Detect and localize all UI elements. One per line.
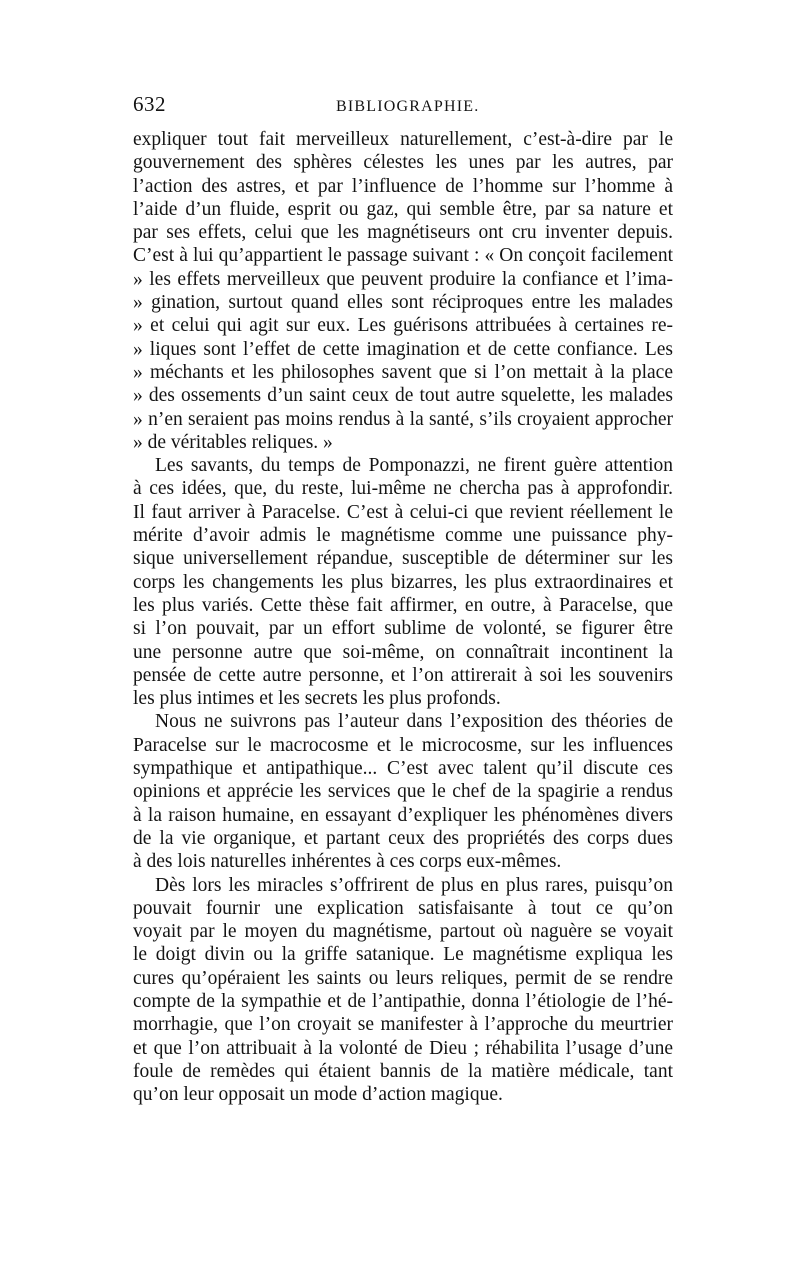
- text-line: Les savants, du temps de Pomponazzi, ne firent guère attention: [155, 455, 673, 477]
- page-header: [133, 92, 673, 126]
- text-line: les plus intimes et les secrets les plus profonds.: [133, 688, 501, 710]
- text-line: à des lois naturelles inhérentes à ces corps eux-mêmes.: [133, 851, 562, 873]
- text-line: » et celui qui agit sur eux. Les guérisons attribuées à certaines re-: [133, 315, 673, 337]
- text-line: expliquer tout fait merveilleux naturellement, c’est-à-dire par le: [133, 129, 673, 150]
- text-line: une personne autre que soi-même, on connaîtrait incontinent la: [133, 641, 673, 663]
- text-line: foule de remèdes qui étaient bannis de la matière médicale, tant: [133, 1060, 673, 1082]
- text-line: pouvait fournir une explication satisfaisante à tout ce qu’on: [133, 897, 673, 919]
- text-line: Dès lors les miracles s’offrirent de plus en plus rares, puisqu’on: [155, 874, 673, 896]
- text-line: sique universellement répandue, susceptible de déterminer sur les: [133, 548, 673, 570]
- text-line: l’aide d’un fluide, esprit ou gaz, qui semble être, par sa nature et: [133, 198, 673, 220]
- text-line: Nous ne suivrons pas l’auteur dans l’exposition des théories de: [155, 711, 673, 733]
- text-line: mérite d’avoir admis le magnétisme comme une puissance phy-: [133, 525, 673, 547]
- body-text: [133, 128, 673, 1106]
- running-title: BIBLIOGRAPHIE.: [336, 98, 480, 115]
- text-line: de la vie organique, et partant ceux des propriétés des corps dues: [133, 827, 673, 849]
- text-line: cures qu’opéraient les saints ou leurs reliques, permit de se rendre: [133, 967, 673, 989]
- text-line: Paracelse sur le macrocosme et le microcosme, sur les influences: [133, 734, 673, 756]
- text-line: et que l’on attribuait à la volonté de Dieu ; réhabilita l’usage d’une: [133, 1037, 673, 1059]
- text-line: opinions et apprécie les services que le chef de la spagirie a rendus: [133, 781, 673, 803]
- text-line: » méchants et les philosophes savent que si l’on mettait à la place: [133, 361, 673, 383]
- book-page: [133, 92, 673, 1106]
- text-line: » les effets merveilleux que peuvent produire la confiance et l’ima-: [133, 268, 673, 290]
- text-line: à la raison humaine, en essayant d’expliquer les phénomènes divers: [133, 804, 673, 826]
- text-line: » n’en seraient pas moins rendus à la santé, s’ils croyaient approcher: [133, 408, 673, 430]
- text-line: Il faut arriver à Paracelse. C’est à celui-ci que revient réellement le: [133, 501, 673, 523]
- text-line: si l’on pouvait, par un effort sublime de volonté, se figurer être: [133, 618, 673, 640]
- text-line: » gination, surtout quand elles sont réciproques entre les malades: [133, 292, 673, 314]
- text-line: qu’on leur opposait un mode d’action magique.: [133, 1084, 503, 1106]
- text-line: gouvernement des sphères célestes les unes par les autres, par: [133, 152, 673, 174]
- text-line: à ces idées, que, du reste, lui-même ne chercha pas à approfondir.: [133, 478, 673, 500]
- text-line: le doigt divin ou la griffe satanique. Le magnétisme expliqua les: [133, 944, 673, 966]
- text-line: C’est à lui qu’appartient le passage suivant : « On conçoit facilement: [133, 245, 673, 267]
- text-line: » de véritables reliques. »: [133, 431, 333, 453]
- text-line: pensée de cette autre personne, et l’on attirerait à soi les souvenirs: [133, 664, 673, 686]
- text-line: compte de la sympathie et de l’antipathie, donna l’étiologie de l’hé-: [133, 990, 673, 1012]
- text-line: par ses effets, celui que les magnétiseurs ont cru inventer depuis.: [133, 222, 673, 244]
- page-number: 632: [133, 92, 166, 116]
- text-line: sympathique et antipathique... C’est avec talent qu’il discute ces: [133, 758, 673, 780]
- text-line: » liques sont l’effet de cette imagination et de cette confiance. Les: [133, 338, 673, 360]
- text-line: » des ossements d’un saint ceux de tout autre squelette, les malades: [133, 385, 673, 407]
- text-line: les plus variés. Cette thèse fait affirmer, en outre, à Paracelse, que: [133, 594, 673, 616]
- text-line: l’action des astres, et par l’influence de l’homme sur l’homme à: [133, 175, 673, 197]
- text-line: voyait par le moyen du magnétisme, partout où naguère se voyait: [133, 921, 673, 943]
- text-line: corps les changements les plus bizarres, les plus extraordinaires et: [133, 571, 673, 593]
- text-line: morrhagie, que l’on croyait se manifester à l’approche du meurtrier: [133, 1014, 673, 1036]
